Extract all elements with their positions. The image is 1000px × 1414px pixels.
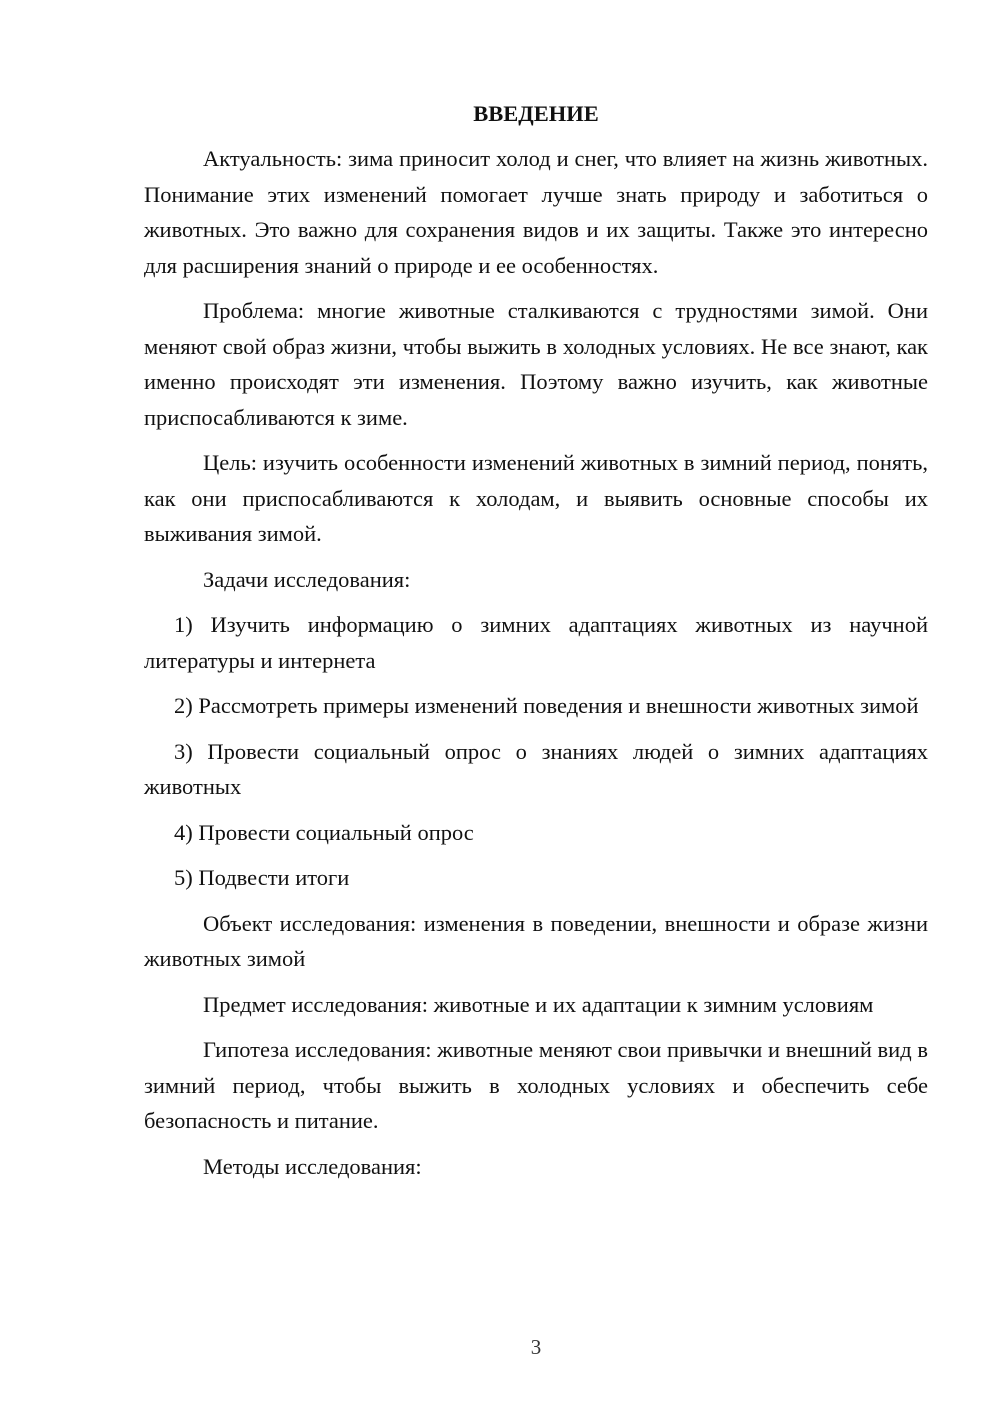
section-heading: ВВЕДЕНИЕ <box>473 101 599 126</box>
problem-paragraph: Проблема: многие животные сталкиваются с трудностями зимой. Они меняют свой образ жизни, чтобы выжить в холодных условиях. Не все знают, как именно происходят эти изменения. Поэтому важно изучить, как животные приспосабливаются к зиме. <box>144 298 928 430</box>
task-item: 2) Рассмотреть примеры изменений поведения и внешности животных зимой <box>174 693 919 718</box>
subject-paragraph: Предмет исследования: животные и их адаптации к зимним условиям <box>203 991 874 1017</box>
tasks-list <box>144 607 928 896</box>
relevance-paragraph: Актуальность: зима приносит холод и снег, что влияет на жизнь животных. Понимание этих изменений помогает лучше знать природу и заботиться о животных. Это важно для сохранения видов и их защиты. Также это интересно для расширения знаний о природе и ее особенностях. <box>144 146 928 278</box>
object-paragraph: Объект исследования: изменения в поведении, внешности и образе жизни животных зимой <box>144 910 928 971</box>
methods-heading: Методы исследования: <box>203 1153 422 1179</box>
task-item: 3) Провести социальный опрос о знаниях людей о зимних адаптациях животных <box>144 738 928 799</box>
goal-paragraph: Цель: изучить особенности изменений животных в зимний период, понять, как они приспосабливаются к холодам, и выявить основные способы их выживания зимой. <box>144 450 928 546</box>
task-item: 1) Изучить информацию о зимних адаптациях животных из научной литературы и интернета <box>144 612 928 673</box>
page-number: 3 <box>530 1335 542 1359</box>
tasks-heading: Задачи исследования: <box>203 566 411 592</box>
page-body <box>144 96 928 1194</box>
task-item: 5) Подвести итоги <box>174 865 350 890</box>
hypothesis-paragraph: Гипотеза исследования: животные меняют свои привычки и внешний вид в зимний период, чтобы выжить в холодных условиях и обеспечить себе безопасность и питание. <box>144 1037 928 1133</box>
task-item: 4) Провести социальный опрос <box>174 819 474 845</box>
